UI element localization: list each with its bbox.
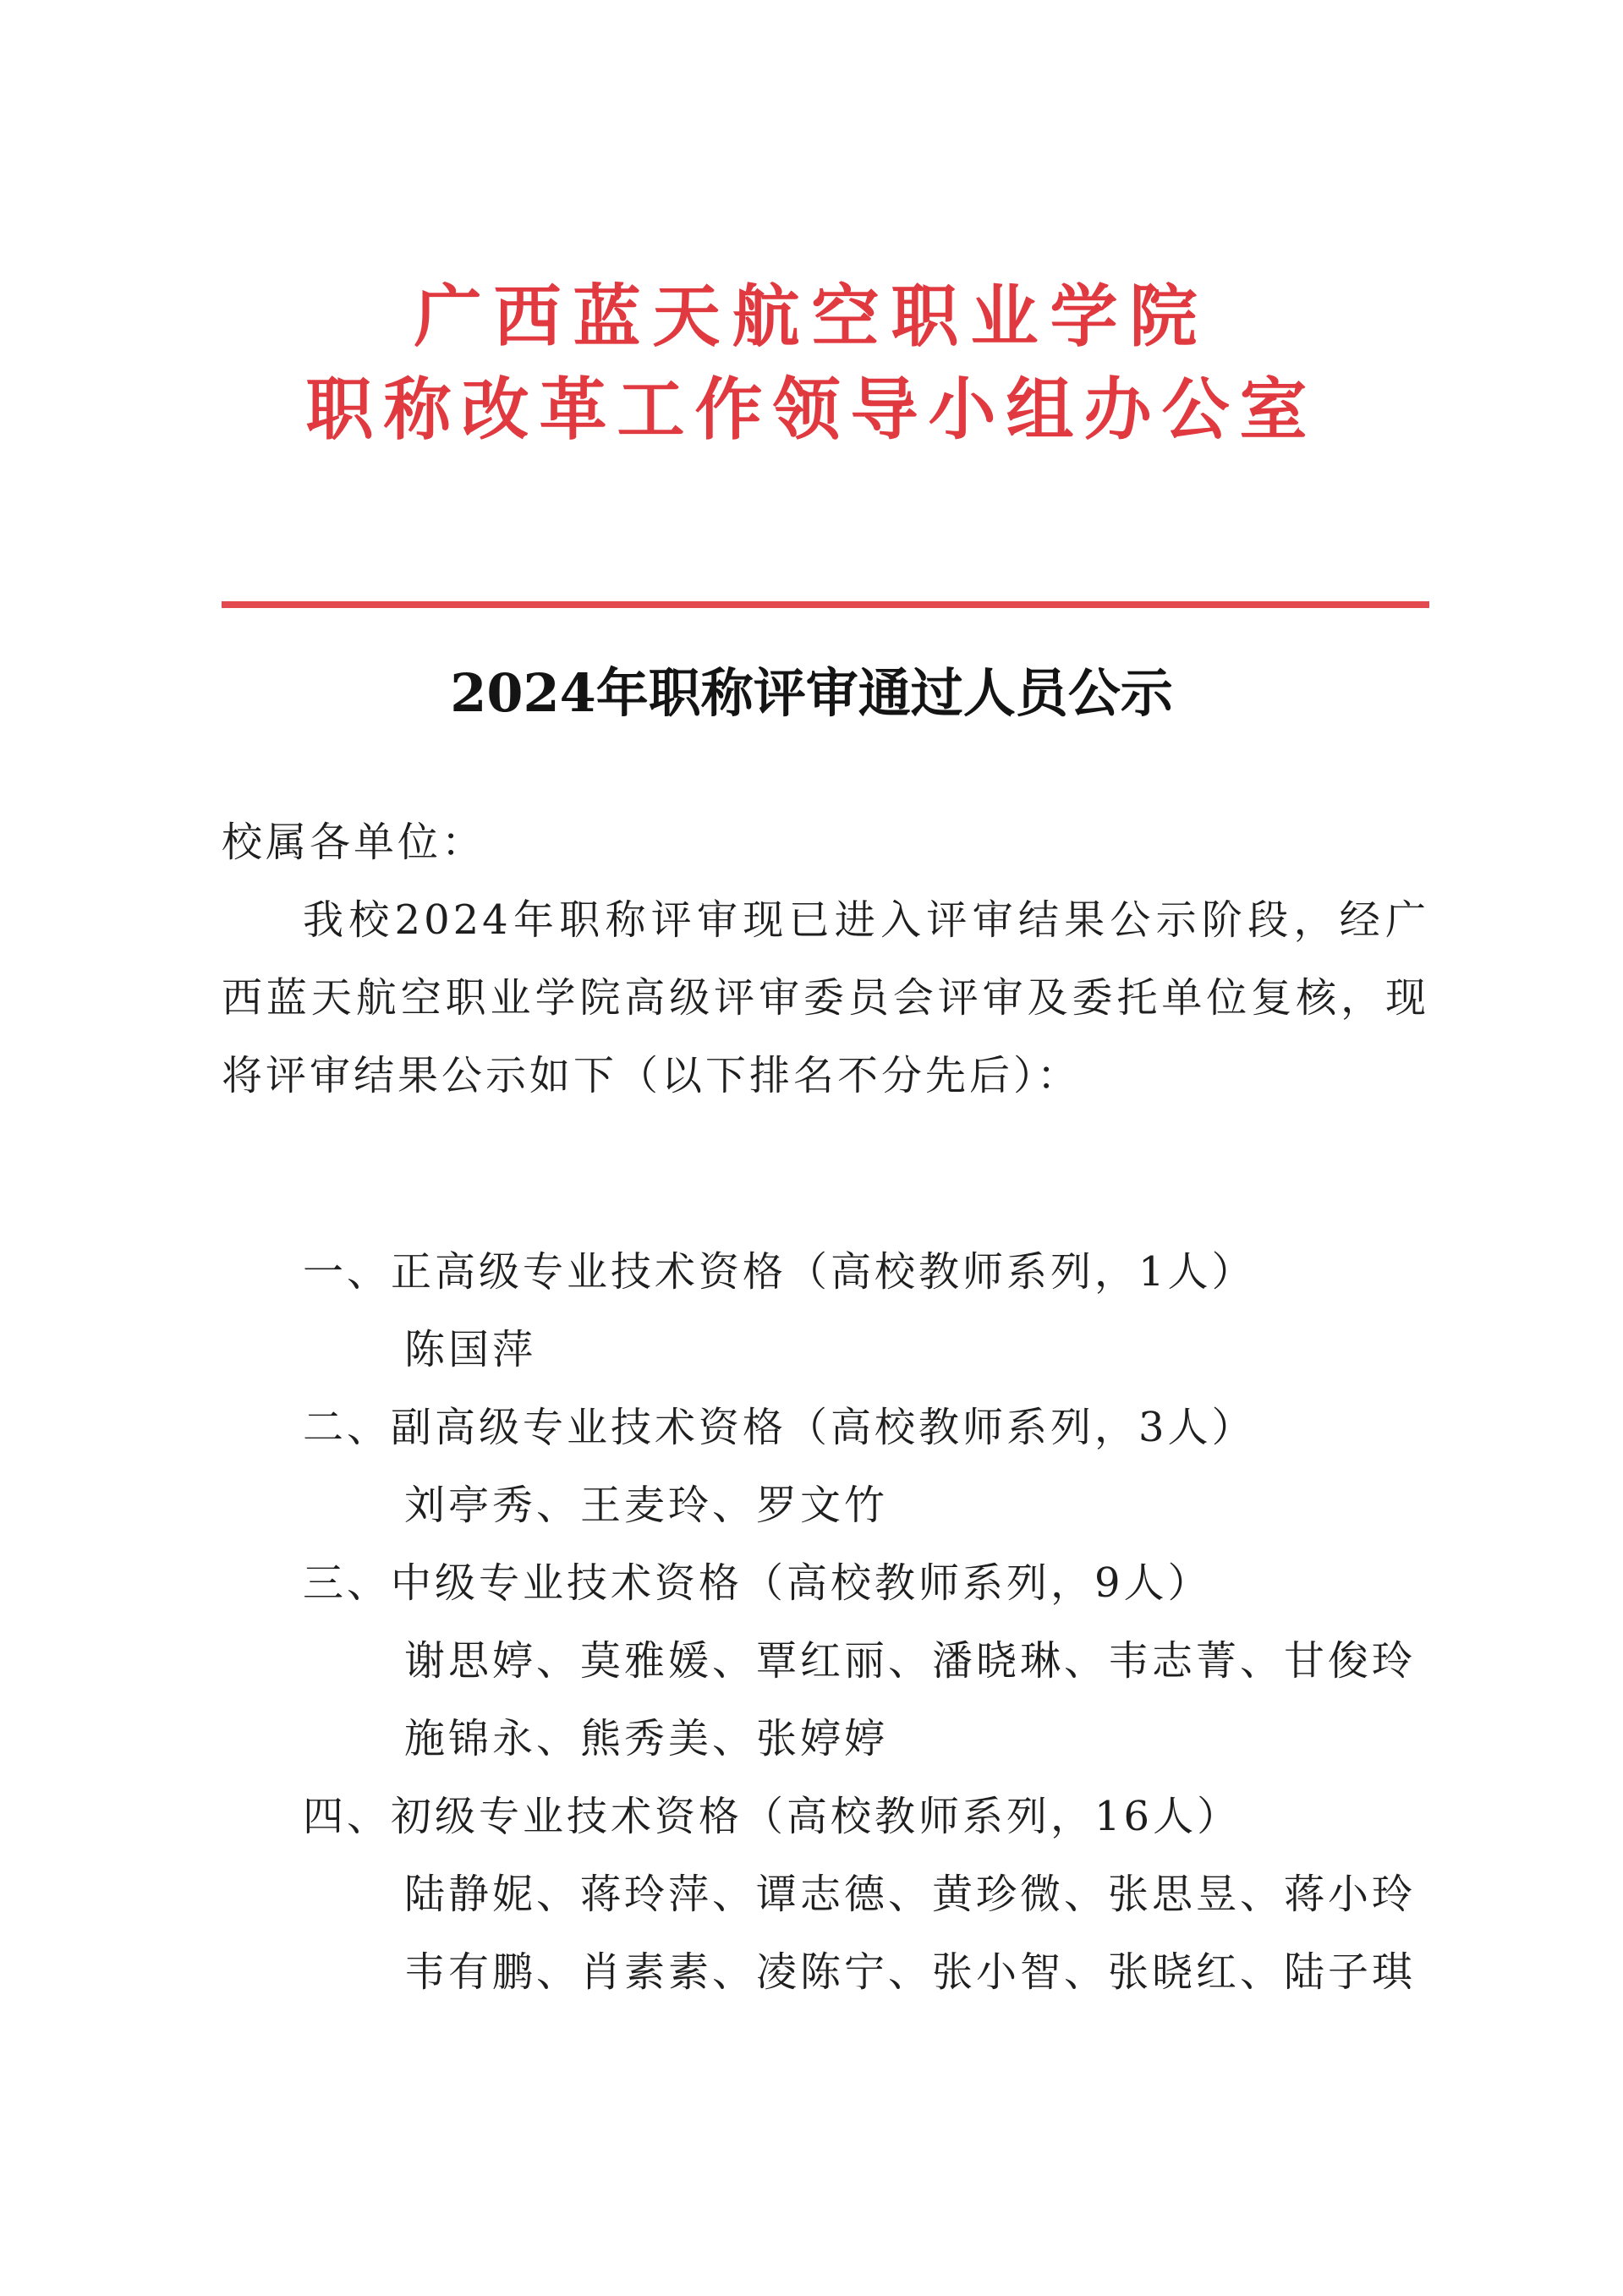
letterhead-divider — [222, 601, 1429, 608]
section-names-associate: 刘亭秀、王麦玲、罗文竹 — [404, 1482, 889, 1529]
letterhead — [0, 271, 1623, 457]
office-name: 职称改革工作领导小组办公室 — [305, 370, 1318, 449]
section-heading-senior: 一、正高级专业技术资格（高校教师系列，1人） — [303, 1248, 1256, 1296]
document-body — [222, 803, 1429, 2011]
document-title: 2024年职称评审通过人员公示 — [450, 662, 1173, 724]
org-name: 广西蓝天航空职业学院 — [414, 277, 1209, 356]
section-heading-associate: 二、副高级专业技术资格（高校教师系列，3人） — [303, 1404, 1256, 1451]
section-names-intermediate: 谢思婷、莫雅媛、覃红丽、潘晓琳、韦志菁、甘俊玲施锦永、熊秀美、张婷婷 — [404, 1637, 1417, 1762]
salutation: 校属各单位： — [222, 819, 486, 866]
result-sections — [222, 1233, 1429, 2011]
section-heading-intermediate: 三、中级专业技术资格（高校教师系列，9人） — [303, 1559, 1212, 1607]
section-heading-junior: 四、初级专业技术资格（高校教师系列，16人） — [303, 1793, 1242, 1840]
intro-paragraph: 我校2024年职称评审现已进入评审结果公示阶段，经广西蓝天航空职业学院高级评审委员会评审及委托单位复核，现将评审结果公示如下（以下排名不分先后）： — [222, 896, 1429, 1099]
section-names-junior: 陆静妮、蒋玲萍、谭志德、黄珍微、张思昱、蒋小玲韦有鹏、肖素素、凌陈宁、张小智、张晓红、陆子琪 — [404, 1871, 1417, 1996]
section-names-senior: 陈国萍 — [404, 1326, 537, 1373]
